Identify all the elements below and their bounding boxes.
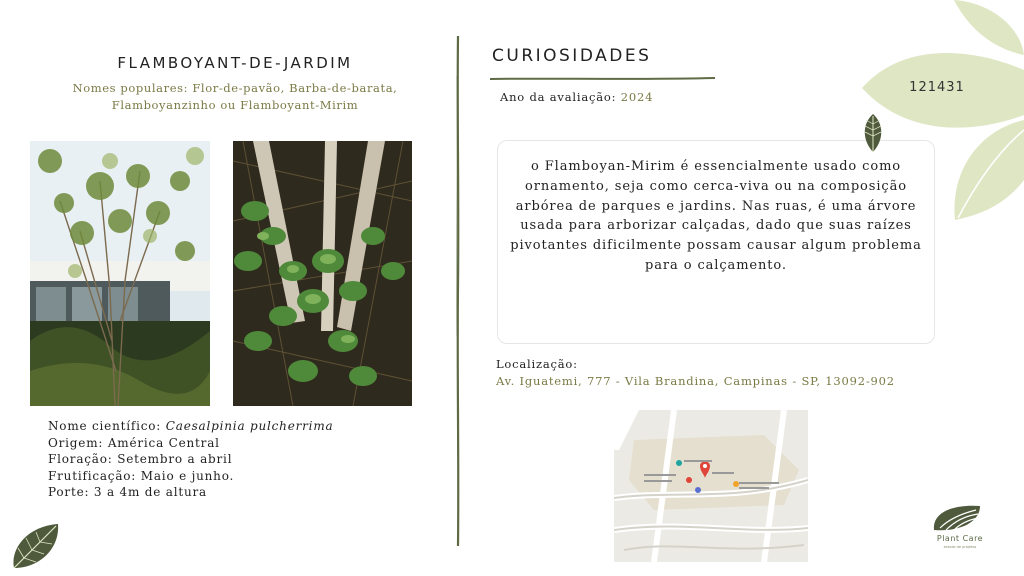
curiosities-text: o Flamboyan-Mirim é essencialmente usado como ornamento, seja como cerca-viva ou na composição arbórea de parques e jardins. Nas ruas, é uma árvore usada para arborizar calçadas, dado que suas raízes pivotantes dificilmente possam causar algum problema para o calçamento. <box>510 159 922 273</box>
plant-photo-full <box>30 141 210 406</box>
location-map[interactable] <box>614 410 808 562</box>
heading-underline <box>490 68 715 76</box>
fruiting-row: Frutificação: Maio e junho. <box>48 468 235 483</box>
plant-photo-detail <box>233 141 412 406</box>
scientific-name-label: Nome científico: <box>48 419 162 433</box>
evaluation-year-label: Ano da avaliação: <box>500 90 617 104</box>
scientific-name-row <box>48 418 438 435</box>
location-address: Av. Iguatemi, 777 - Vila Brandina, Campinas - SP, 13092-902 <box>496 374 895 388</box>
location-label: Localização: <box>496 357 578 371</box>
logo-name: Plant Care <box>936 534 984 543</box>
evaluation-year-value: 2024 <box>620 90 654 104</box>
origin-row: Origem: América Central <box>48 435 220 450</box>
logo-subtitle: estudo de projetos <box>943 545 977 549</box>
logo-mark-icon <box>920 500 1000 534</box>
plant-title: FLAMBOYANT-DE-JARDIM <box>117 54 353 72</box>
flowering-row: Floração: Setembro a abril <box>48 452 233 466</box>
leaf-icon <box>10 522 62 570</box>
size-row: Porte: 3 a 4m de altura <box>48 485 208 499</box>
popular-names-line-2: Flamboyanzinho ou Flamboyant-Mirim <box>111 98 359 112</box>
plant-facts <box>48 418 438 501</box>
curiosities-heading: CURIOSIDADES <box>492 46 652 66</box>
column-divider <box>452 36 464 546</box>
scientific-name-value: Caesalpinia pulcherrima <box>165 419 334 433</box>
plant-care-logo <box>920 500 1000 560</box>
evaluation-year <box>500 90 653 104</box>
popular-names <box>30 80 440 114</box>
popular-names-line-1: Nomes populares: Flor-de-pavão, Barba-de-barata, <box>72 81 398 95</box>
leaf-icon <box>860 112 886 154</box>
plant-code: 121431 <box>909 80 965 95</box>
